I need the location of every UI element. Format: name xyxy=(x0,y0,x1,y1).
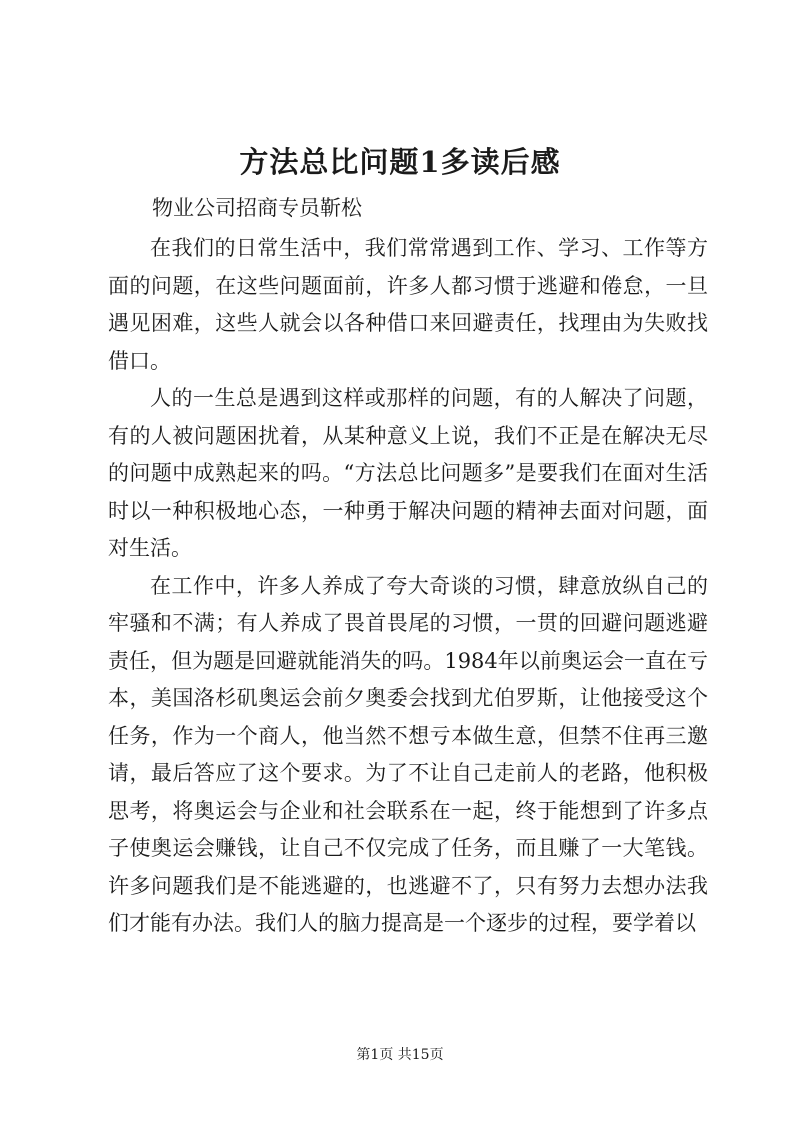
document-title: 方法总比问题1多读后感 xyxy=(239,145,561,179)
document-body xyxy=(108,230,708,943)
page-number-footer: 第1页 共15页 xyxy=(356,1047,444,1063)
paragraph: 在我们的日常生活中，我们常常遇到工作、学习、工作等方面的问题，在这些问题面前，许多人都习惯于逃避和倦怠，一旦遇见困难，这些人就会以各种借口来回避责任，找理由为失败找借口。 xyxy=(108,236,708,373)
paragraph: 在工作中，许多人养成了夸大奇谈的习惯，肆意放纵自己的牢骚和不满；有人养成了畏首畏尾的习惯，一贯的回避问题逃避责任，但为题是回避就能消失的吗。1984年以前奥运会一直在亏本，美国洛杉矶奥运会前夕奥委会找到尤伯罗斯，让他接受这个任务，作为一个商人，他当然不想亏本做生意，但禁不住再三邀请，最后答应了这个要求。为了不让自己走前人的老路，他积极思考，将奥运会与企业和社会联系在一起，终于能想到了许多点子使奥运会赚钱，让自己不仅完成了任务，而且赚了一大笔钱。许多问题我们是不能逃避的，也逃避不了，只有努力去想办法我们才能有办法。我们人的脑力提高是一个逐步的过程，要学着以 xyxy=(108,573,708,935)
paragraph: 人的一生总是遇到这样或那样的问题，有的人解决了问题，有的人被问题困扰着，从某种意义上说，我们不正是在解决无尽的问题中成熟起来的吗。“方法总比问题多”是要我们在面对生活时以一种积极地心态，一种勇于解决问题的精神去面对问题，面对生活。 xyxy=(108,386,708,560)
author-line: 物业公司招商专员靳松 xyxy=(152,196,362,220)
